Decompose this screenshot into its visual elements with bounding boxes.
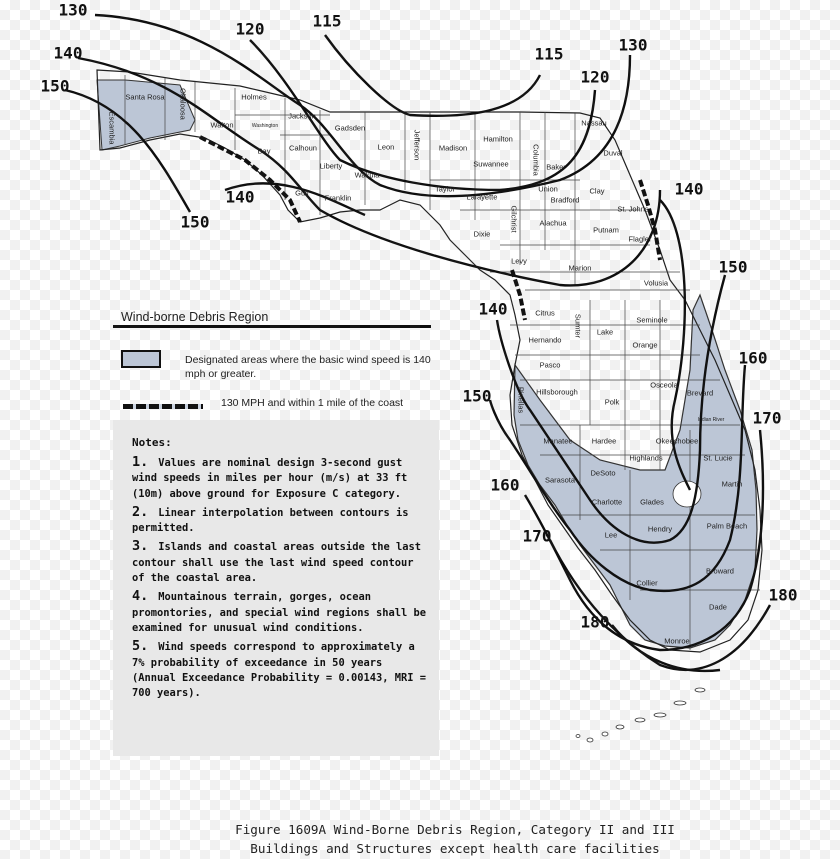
county-label: St. Johns (617, 204, 649, 214)
county-label: Hendry (647, 524, 673, 534)
note-number: 3. (132, 538, 149, 555)
legend-item-shaded (113, 328, 433, 380)
county-label: Lee (604, 530, 618, 540)
county-label: Putnam (593, 225, 619, 235)
county-label: Indian River (697, 417, 725, 423)
county-label: Jefferson (412, 129, 422, 161)
county-label: Charlotte (591, 497, 623, 507)
county-label: Dixie (473, 229, 491, 239)
county-label: Wakula (354, 170, 380, 180)
county-label: Lake (596, 327, 614, 337)
note-text: Mountainous terrain, gorges, ocean promontories, and special wind regions shall be examined for unusual wind conditions. (132, 591, 427, 634)
contour-label: 160 (490, 475, 520, 495)
county-label: Dade (709, 602, 727, 612)
contour-label: 160 (738, 348, 768, 368)
contour-label: 140 (674, 179, 704, 199)
county-label: Okaloosa (178, 88, 188, 120)
county-label: Glades (640, 497, 664, 507)
note-number: 5. (132, 638, 149, 655)
county-label: Polk (604, 397, 620, 407)
contour-label: 120 (235, 19, 265, 39)
county-label: Hamilton (483, 134, 513, 144)
county-label: Union (538, 184, 558, 194)
county-label: Nassau (581, 118, 607, 128)
county-label: Jackson (288, 111, 316, 121)
contour-label: 120 (580, 67, 610, 87)
note-text: Islands and coastal areas outside the last contour shall use the last wind speed contour of the coastal area. (132, 541, 422, 585)
county-label: Bay (257, 146, 271, 156)
county-label: Martin (721, 479, 743, 489)
county-label: Pinellas (516, 386, 526, 414)
county-label: DeSoto (590, 468, 616, 478)
county-label: Santa Rosa (125, 92, 165, 102)
contour-label: 150 (718, 257, 748, 277)
county-label: Sarasota (544, 475, 576, 485)
legend-item-label: 130 MPH and within 1 mile of the coast (221, 397, 404, 409)
county-label: Gulf (295, 188, 309, 198)
caption-line-1: Figure 1609A Wind-Borne Debris Region, Category II and III (235, 822, 675, 837)
county-label: Madison (438, 143, 468, 153)
county-label: Hernando (528, 335, 562, 345)
contour-label: 180 (768, 585, 798, 605)
county-label: St. Lucie (703, 453, 733, 463)
note-number: 1. (132, 454, 149, 470)
note-item (132, 589, 429, 636)
notes-title: Notes: (132, 436, 172, 449)
note-number: 4. (132, 588, 149, 605)
county-label: Liberty (319, 161, 343, 171)
florida-keys (576, 688, 705, 742)
county-label: Levy (511, 256, 527, 266)
county-label: Okeechobee (655, 436, 699, 446)
county-label: Brevard (686, 388, 714, 398)
county-label: Gilchrist (509, 205, 519, 233)
note-item (132, 639, 429, 701)
contour-label: 150 (462, 386, 492, 406)
county-label: Collier (636, 578, 658, 588)
county-label: Hardee (591, 436, 617, 446)
legend-title: Wind-borne Debris Region (121, 310, 269, 324)
shaded-area-swatch (121, 350, 161, 368)
county-label: Lafayette (466, 192, 498, 202)
contour-label: 140 (478, 299, 508, 319)
note-item (132, 505, 429, 537)
county-label: Columbia (531, 144, 541, 176)
county-label: Seminole (636, 315, 668, 325)
note-text: Linear interpolation between contours is permitted. (132, 506, 409, 535)
county-label: Volusia (643, 278, 669, 288)
county-label: Bradford (550, 195, 580, 205)
county-label: Palm Beach (706, 521, 748, 531)
county-label: Alachua (539, 218, 567, 228)
county-label: Monroe (664, 636, 690, 646)
county-label: Gadsden (334, 123, 366, 133)
county-label: Escambia (107, 111, 117, 145)
county-label: Holmes (241, 92, 267, 102)
legend (113, 310, 433, 409)
caption-line-2: Buildings and Structures except health care facilities (250, 841, 660, 856)
notes-panel (113, 420, 439, 756)
note-item (132, 455, 429, 502)
contour-label: 150 (180, 212, 210, 232)
contour-label: 170 (752, 408, 782, 428)
county-label: Manatee (543, 436, 573, 446)
contour-label: 170 (522, 526, 552, 546)
dashed-line-swatch (123, 404, 203, 409)
county-label: Marion (568, 263, 592, 273)
county-label: Calhoun (289, 143, 317, 153)
county-label: Sumter (573, 313, 583, 339)
contour-label: 115 (534, 44, 564, 64)
county-label: Hillsborough (536, 387, 578, 397)
figure-caption (190, 820, 720, 858)
county-label: Broward (706, 566, 734, 576)
contour-label: 130 (618, 35, 648, 55)
county-label: Suwannee (473, 159, 509, 169)
county-label: Taylor (434, 184, 456, 194)
county-label: Highlands (629, 453, 663, 463)
legend-item-label: Designated areas where the basic wind speed is 140 mph or greater. (185, 354, 431, 380)
contour-label: 180 (580, 612, 610, 632)
county-label: Pasco (539, 360, 561, 370)
county-label: Duval (603, 148, 623, 158)
note-item (132, 539, 429, 586)
county-label: Baker (546, 162, 566, 172)
note-text: Wind speeds correspond to approximately a 7% probability of exceedance in 50 years (Annual Exceedance Probability = 0.00143, MRI = 700 years). (132, 641, 427, 700)
contour-label: 150 (40, 76, 70, 96)
county-label: Franklin (324, 193, 352, 203)
county-label: Clay (589, 186, 605, 196)
county-label: Washington (251, 123, 279, 129)
note-text: Values are nominal design 3-second gust wind speeds in miles per hour (m/s) at 33 ft (10m) above ground for Exposure C category. (132, 457, 408, 500)
county-label: Leon (377, 142, 395, 152)
contour-label: 130 (58, 0, 88, 20)
county-label: Flagler (628, 234, 652, 244)
note-number: 2. (132, 503, 149, 520)
contour-label: 140 (53, 43, 83, 63)
county-label: Citrus (535, 308, 555, 318)
contour-label: 140 (225, 187, 255, 207)
contour-label: 115 (312, 11, 342, 31)
county-label: Orange (632, 340, 658, 350)
county-label: Osceola (650, 380, 678, 390)
county-label: Walton (210, 120, 234, 130)
